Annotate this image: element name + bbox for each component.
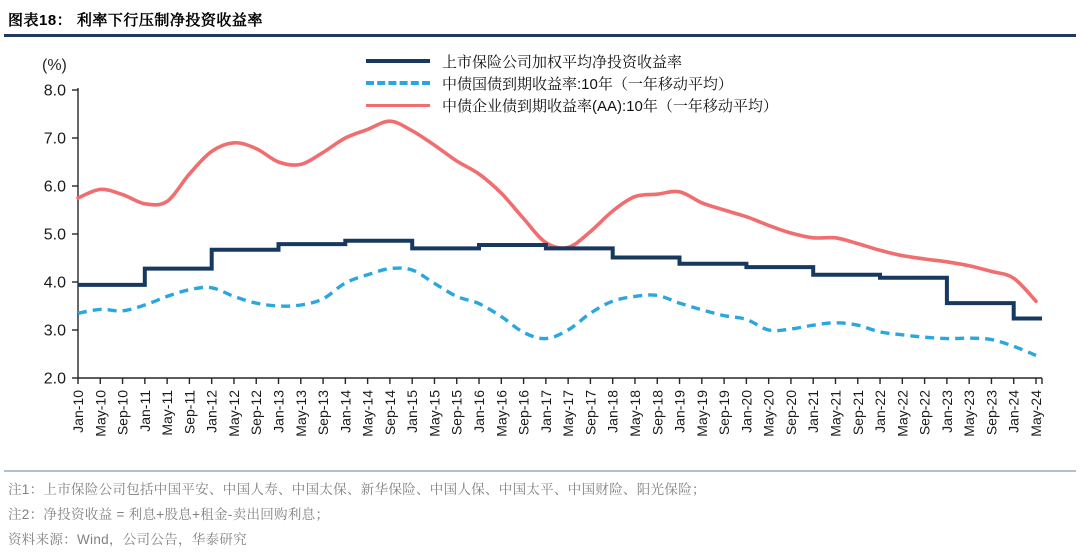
x-axis-label: Jan-20 [738,390,755,433]
legend-label: 中债企业债到期收益率(AA):10年（一年移动平均） [442,97,778,115]
x-axis-label: Jan-21 [805,390,822,433]
series-line-corp-bond-yield [78,121,1036,301]
legend-line-red-icon [366,104,430,107]
x-axis-label: Jan-22 [872,390,889,433]
x-axis-label: Sep-17 [582,390,599,436]
footnote-1: 注1：上市保险公司包括中国平安、中国人寿、中国太保、新华保险、中国人保、中国太平、中国财险、阳光保险； [8,482,706,497]
y-axis-label: 7.0 [43,130,66,148]
legend-label: 中债国债到期收益率:10年（一年移动平均） [442,75,733,93]
x-axis-label: Sep-19 [716,390,733,436]
x-axis-label: May-23 [961,390,978,437]
x-axis-label: May-18 [626,390,643,437]
x-axis-label: Jan-16 [471,390,488,433]
x-axis-label: Sep-13 [315,390,332,436]
x-axis-label: Jan-12 [203,390,220,433]
x-axis-label: May-22 [894,390,911,437]
x-axis-label: May-11 [159,390,176,436]
x-axis-label: Jan-17 [537,390,554,433]
x-axis-label: May-24 [1028,390,1044,437]
notes-divider [4,470,1076,472]
chart-legend [366,50,778,116]
series-line-govt-bond-yield [78,268,1036,355]
y-axis-label: 6.0 [43,178,66,196]
x-axis-label: Jan-14 [337,390,354,433]
footnote-2: 注2：净投资收益 = 利息+股息+租金-卖出回购利息； [8,507,330,522]
x-axis-label: May-14 [359,390,376,437]
x-axis-label: Jan-19 [671,390,688,433]
x-axis-label: May-13 [292,390,309,437]
x-axis-label: Jan-15 [404,390,421,433]
y-axis-label: 4.0 [43,274,66,292]
x-axis-label: Jan-13 [270,390,287,433]
x-axis-label: Sep-18 [649,390,666,436]
footnote-source: 资料来源：Wind，公司公告，华泰研究 [8,532,247,547]
x-axis-label: Sep-20 [782,390,799,436]
x-axis-label: Sep-15 [448,390,465,436]
legend-label: 上市保险公司加权平均净投资收益率 [442,53,683,71]
y-axis-unit-label: (%) [42,57,67,74]
legend-item-govt-bond-yield [366,72,778,94]
x-axis-label: Jan-23 [938,390,955,433]
legend-item-net-investment-yield [366,50,778,72]
x-axis-label: May-17 [560,390,577,437]
x-axis-label: Sep-12 [248,390,265,436]
x-axis-label: May-16 [493,390,510,437]
x-axis-label: May-20 [760,390,777,437]
x-axis-label: Jan-24 [1005,390,1022,433]
y-axis-label: 5.0 [43,226,66,244]
x-axis-label: May-15 [426,390,443,437]
y-axis-label: 2.0 [43,370,66,388]
legend-item-corp-bond-yield [366,94,778,116]
x-axis-label: Sep-22 [916,390,933,436]
x-axis-label: Sep-10 [114,390,131,436]
x-axis-label: Sep-21 [849,390,866,436]
x-axis-label: May-21 [827,390,844,437]
legend-line-navy-icon [366,59,430,63]
y-axis-label: 8.0 [43,82,66,100]
x-axis-label: Jan-10 [70,390,86,433]
legend-line-dashed-blue-icon [366,81,430,85]
x-axis-label: Sep-16 [515,390,532,436]
chart-title: 图表18： 利率下行压制净投资收益率 [8,12,263,29]
x-axis-label: Sep-23 [983,390,1000,436]
x-axis-label: May-10 [92,390,109,437]
x-axis-label: May-12 [225,390,242,437]
x-axis-label: Sep-14 [381,390,398,436]
x-axis-label: Jan-18 [604,390,621,433]
x-axis-label: May-19 [693,390,710,437]
x-axis-label: Jan-11 [136,390,153,432]
series-line-net-investment-yield [78,241,1042,319]
y-axis-label: 3.0 [43,322,66,340]
x-axis-label: Sep-11 [181,390,198,435]
